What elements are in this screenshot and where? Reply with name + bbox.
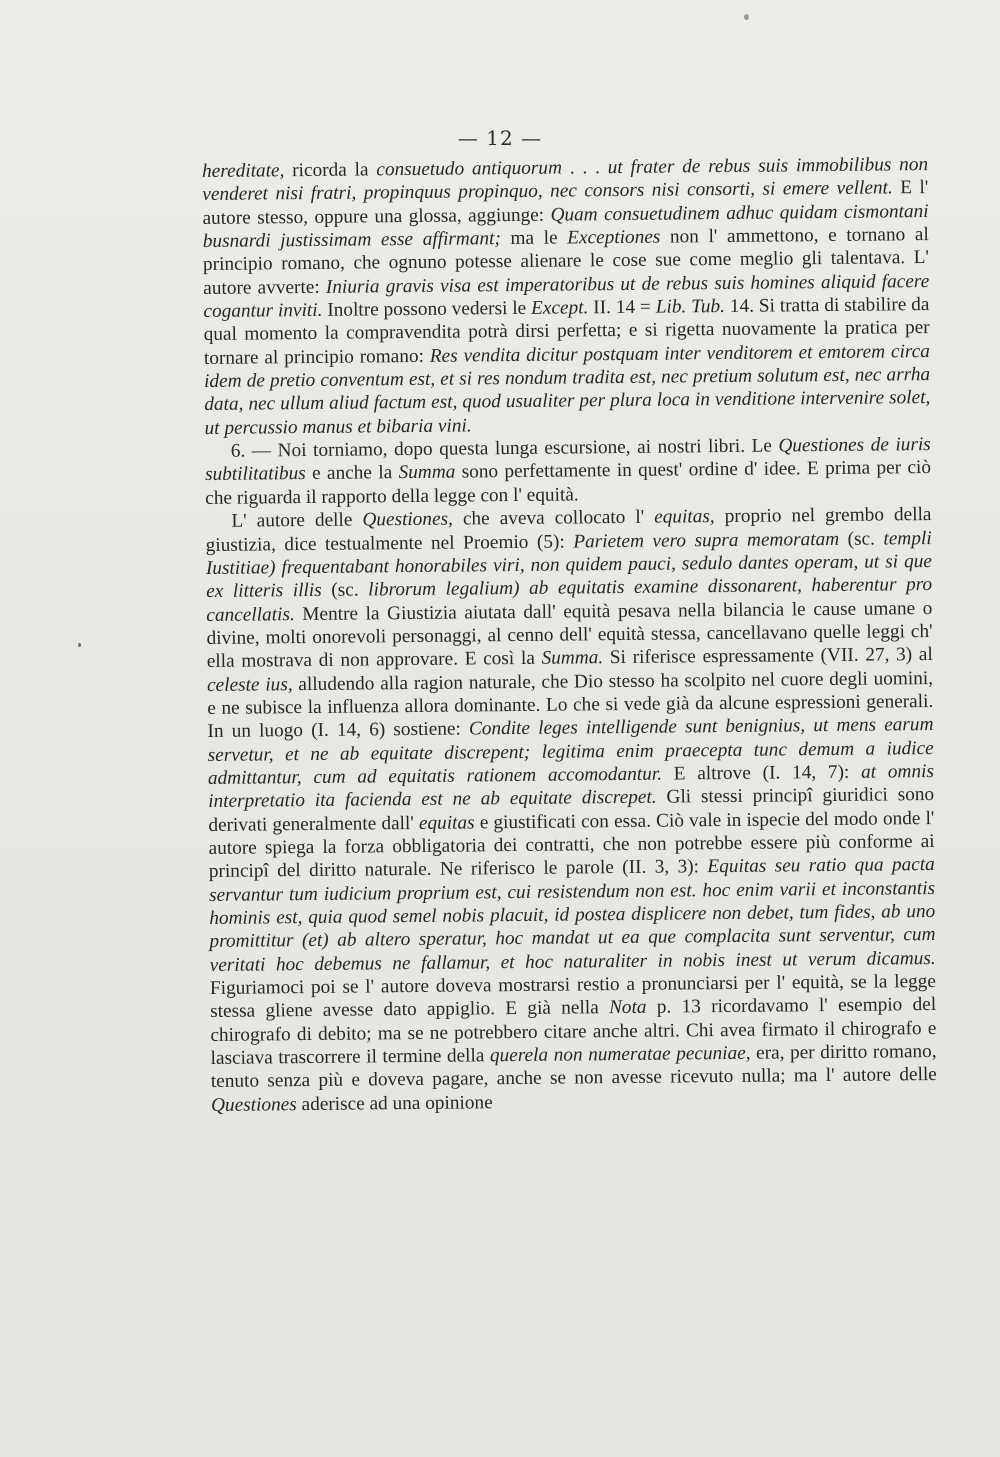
text-run: proprio nel grembo della giustizia, dice testualmente nel Proemio (5): bbox=[205, 504, 932, 556]
text-run: (sc. bbox=[321, 579, 369, 602]
italic-text: Except. bbox=[530, 297, 589, 319]
paper-speck bbox=[744, 14, 749, 20]
text-run: e anche la bbox=[305, 462, 399, 485]
italic-text: librorum legalium) ab equitatis examine dissonarent, haberentur pro cancellatis. bbox=[206, 574, 933, 626]
italic-text: Questiones bbox=[210, 1093, 297, 1116]
italic-text: Res vendita dicitur postquam inter venditorem et emtorem circa idem de pretio conventum est, et si res nondum tradita est, nec pretium solutum est, nec arrha data, nec ullum aliud factum est, quod usualiter per plura loca in venditione intervenire solet, ut percussio manus et bibaria vini. bbox=[204, 340, 931, 439]
italic-text: Equitas seu ratio qua pacta servantur tum iudicium proprium est, cui resistendum non est. hoc enim varii et inconstantis hominis est, quia quod semel nobis placuit, id postea displicere non debet, tum fides, ab uno promittitur (et) ab altero speratur, hoc mandat ut ea que complacita sunt serventur, cum veritati hoc debemus ne fallamur, et hoc naturaliter in nobis inest ut verum dicamus. bbox=[208, 854, 936, 976]
italic-text: equitas, bbox=[654, 506, 715, 528]
text-run: era, per diritto romano, tenuto senza più e doveva pagare, anche se non avesse ricevuto nulla; ma l' autore delle bbox=[210, 1041, 937, 1093]
paragraph bbox=[205, 503, 937, 1117]
text-run: Si riferisce espressamente (VII. 27, 3) al bbox=[603, 644, 933, 669]
italic-text: equitas bbox=[418, 812, 475, 834]
text-run: E l' autore stesso, oppure una glossa, aggiunge: bbox=[202, 177, 929, 229]
italic-text: Iniuria gravis visa est imperatoribus ut de rebus suis homines aliquid facere cogantur inviti. bbox=[203, 270, 930, 323]
italic-text: Questiones de iuris subtilitatibus bbox=[204, 434, 931, 486]
italic-text: ut frater de rebus suis immobilibus non venderet nisi fratri, propinquus propinquo, nec consors nisi consorti, si emere vellent. bbox=[202, 154, 929, 206]
text-run: aderisce ad una opinione bbox=[296, 1092, 493, 1115]
text-run: alludendo alla ragion naturale, che Dio stesso ha scolpito nel cuore degli uomini, e ne subisce la influenza allora dominante. Lo che si vede già da alcune espressioni generali. In un luogo (I. 14, 6) sostiene: bbox=[207, 667, 934, 743]
italic-text: Questiones, bbox=[362, 508, 454, 531]
text-run: (sc. bbox=[839, 527, 884, 550]
italic-text: celeste ius, bbox=[206, 673, 293, 696]
italic-text: Exceptiones bbox=[567, 226, 661, 249]
text-run: Inoltre possono vedersi le bbox=[322, 297, 532, 321]
text-run: Gli stessi principî giuridici sono derivati generalmente dall' bbox=[208, 784, 935, 836]
text-run: 6. — Noi torniamo, dopo questa lunga escursione, ai nostri libri. Le bbox=[230, 435, 779, 462]
italic-text: Nota bbox=[608, 997, 647, 1019]
text-run: p. 13 ricordavamo l' esempio del chirografo di debito; ma se ne potrebbero citare anche altri. Chi avea firmato il chirografo e lasciava trascorrere il termine della bbox=[210, 994, 937, 1070]
body-text bbox=[202, 153, 937, 1117]
text-run: L' autore delle bbox=[231, 509, 363, 532]
italic-text: hereditate, bbox=[202, 160, 285, 182]
italic-text: Summa bbox=[398, 462, 456, 484]
italic-text: Lib. Tub. bbox=[655, 296, 726, 318]
text-run: II. 14 = bbox=[588, 296, 656, 319]
italic-text: Summa. bbox=[541, 647, 604, 669]
text-run: non l' ammettono, e tornano al principio romano, che ognuno potesse alienare le cose sue come meglio gli talentava. L' autore avverte: bbox=[202, 224, 930, 299]
text-run: che aveva collocato l' bbox=[452, 506, 655, 530]
paragraph bbox=[205, 433, 932, 510]
text-run: ma le bbox=[500, 227, 568, 250]
paragraph bbox=[202, 153, 931, 440]
italic-text: querela non numeratae pecuniae, bbox=[489, 1042, 751, 1067]
text-run: e giustificati con essa. Ciò vale in ispecie del modo onde l' autore spiega la forza obbligatoria dei contratti, che non potrebbe essere più conforme ai principî del diritto naturale. Ne riferisco le parole (II. 3, 3): bbox=[208, 807, 935, 883]
italic-text: Condite leges intelligende sunt benignius, ut mens earum servetur, et ne ab equitate discrepent; legitima enim praecepta tunc demum a iudice admittantur, cum ad equitatis rationem accomodantur. bbox=[207, 714, 934, 789]
text-run: . . . bbox=[561, 157, 608, 179]
text-run: ricorda la bbox=[284, 159, 377, 182]
text-run: 14. Si tratta di stabilire da qual momento la compravendita potrà dirsi perfetta; e si rigetta nuovamente la pratica per tornare al principio romano: bbox=[203, 294, 930, 369]
italic-text: Parietem vero supra memoratam bbox=[573, 528, 840, 552]
page-number: — 12 — bbox=[457, 126, 543, 150]
margin-ink-dot bbox=[78, 643, 81, 647]
italic-text: Quam consuetudinem adhuc quidam cismontani busnardi justissimam esse affirmant; bbox=[202, 200, 929, 253]
italic-text: at omnis interpretatio ita facienda est ne ab equitate discrepet. bbox=[208, 760, 934, 813]
text-run: Figuriamoci poi se l' autore doveva mostrarsi restio a pronunciarsi per l' equità, se la legge stessa gliene avesse dato appiglio. E già nella bbox=[209, 971, 937, 1023]
italic-text: consuetudo antiquorum bbox=[376, 157, 563, 181]
italic-text: templi Iustitiae) frequentabant honorabiles viri, non quidem pauci, sedulo dantes operam, ut si que ex litteris illis bbox=[205, 527, 932, 603]
text-run: sono perfettamente in quest' ordine d' idee. E prima per ciò che riguarda il rapporto della legge con l' equità. bbox=[205, 457, 932, 509]
text-run: Mentre la Giustizia aiutata dall' equità pesava nella bilancia le cause umane o divine, molti onorevoli personaggi, al cenno dell' equità stessa, cancellavano quelle leggi ch' ella mostrava di non approvare. E così la bbox=[206, 597, 933, 673]
text-run: E altrove (I. 14, 7): bbox=[661, 761, 862, 785]
